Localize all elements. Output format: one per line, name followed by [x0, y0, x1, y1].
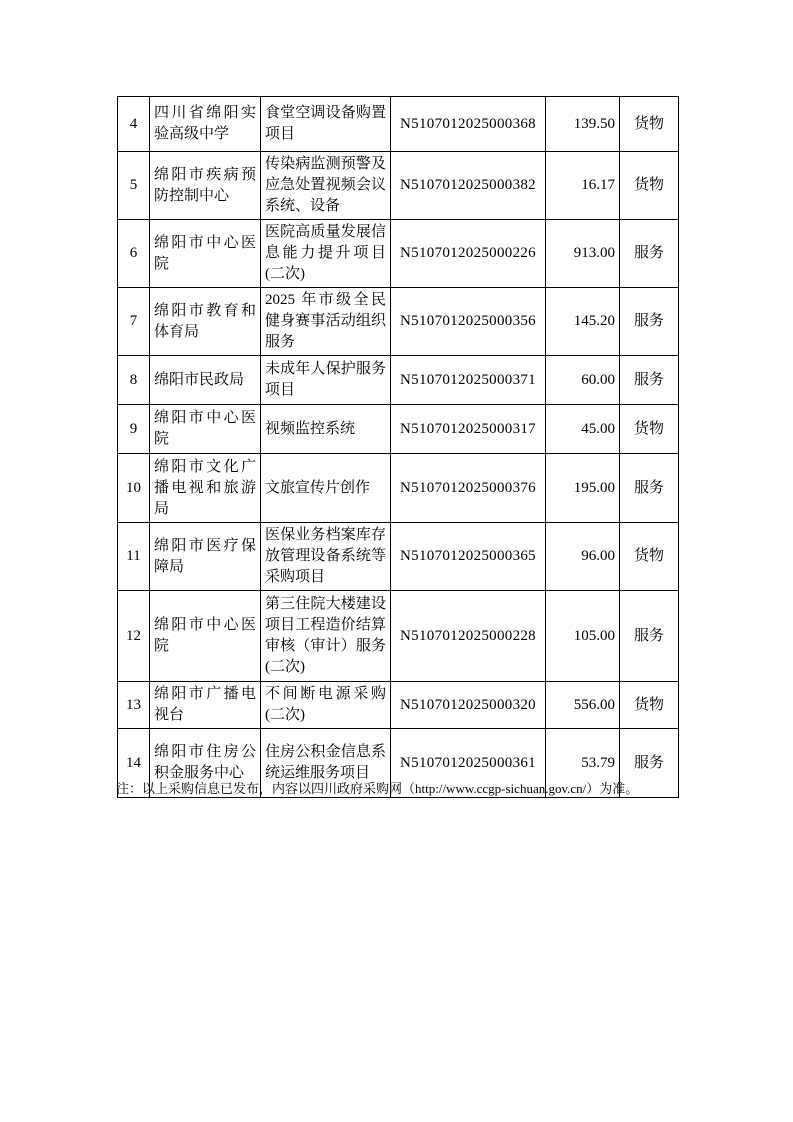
project-code-cell: N5107012025000368 — [391, 97, 546, 152]
project-cell: 第三住院大楼建设项目工程造价结算审核（审计）服务(二次) — [261, 591, 391, 682]
purchaser-cell: 绵阳市疾病预防控制中心 — [150, 152, 261, 220]
project-code-cell: N5107012025000361 — [391, 729, 546, 798]
seq-cell: 12 — [118, 591, 150, 682]
project-code-cell: N5107012025000382 — [391, 152, 546, 220]
table-row — [118, 97, 679, 152]
table-row — [118, 356, 679, 405]
seq-cell: 7 — [118, 288, 150, 356]
project-cell: 食堂空调设备购置项目 — [261, 97, 391, 152]
table-row — [118, 523, 679, 591]
project-cell: 医院高质量发展信息能力提升项目(二次) — [261, 220, 391, 288]
purchaser-cell: 绵阳市中心医院 — [150, 220, 261, 288]
project-cell: 2025 年市级全民健身赛事活动组织服务 — [261, 288, 391, 356]
project-code-cell: N5107012025000376 — [391, 454, 546, 523]
seq-cell: 10 — [118, 454, 150, 523]
table-row — [118, 682, 679, 729]
amount-cell: 16.17 — [546, 152, 620, 220]
seq-cell: 13 — [118, 682, 150, 729]
category-cell: 服务 — [620, 591, 679, 682]
seq-cell: 11 — [118, 523, 150, 591]
amount-cell: 195.00 — [546, 454, 620, 523]
amount-cell: 45.00 — [546, 405, 620, 454]
purchaser-cell: 绵阳市中心医院 — [150, 591, 261, 682]
project-cell: 视频监控系统 — [261, 405, 391, 454]
project-code-cell: N5107012025000371 — [391, 356, 546, 405]
category-cell: 货物 — [620, 405, 679, 454]
project-code-cell: N5107012025000356 — [391, 288, 546, 356]
project-cell: 不间断电源采购(二次) — [261, 682, 391, 729]
table-row — [118, 454, 679, 523]
amount-cell: 53.79 — [546, 729, 620, 798]
category-cell: 货物 — [620, 152, 679, 220]
table-row — [118, 152, 679, 220]
category-cell: 服务 — [620, 356, 679, 405]
seq-cell: 5 — [118, 152, 150, 220]
purchaser-cell: 绵阳市医疗保障局 — [150, 523, 261, 591]
category-cell: 货物 — [620, 523, 679, 591]
category-cell: 服务 — [620, 288, 679, 356]
project-code-cell: N5107012025000320 — [391, 682, 546, 729]
category-cell: 服务 — [620, 220, 679, 288]
amount-cell: 60.00 — [546, 356, 620, 405]
seq-cell: 4 — [118, 97, 150, 152]
project-cell: 住房公积金信息系统运维服务项目 — [261, 729, 391, 798]
category-cell: 服务 — [620, 729, 679, 798]
table-row — [118, 288, 679, 356]
project-cell: 传染病监测预警及应急处置视频会议系统、设备 — [261, 152, 391, 220]
purchaser-cell: 绵阳市教育和体育局 — [150, 288, 261, 356]
category-cell: 货物 — [620, 97, 679, 152]
footnote: 注：以上采购信息已发布，内容以四川政府采购网（http://www.ccgp-sichuan.gov.cn/）为准。 — [116, 781, 639, 796]
project-code-cell: N5107012025000226 — [391, 220, 546, 288]
procurement-table — [117, 96, 679, 798]
project-code-cell: N5107012025000365 — [391, 523, 546, 591]
amount-cell: 139.50 — [546, 97, 620, 152]
seq-cell: 8 — [118, 356, 150, 405]
amount-cell: 105.00 — [546, 591, 620, 682]
table-row — [118, 220, 679, 288]
amount-cell: 913.00 — [546, 220, 620, 288]
purchaser-cell: 绵阳市广播电视台 — [150, 682, 261, 729]
project-code-cell: N5107012025000228 — [391, 591, 546, 682]
purchaser-cell: 绵阳市中心医院 — [150, 405, 261, 454]
seq-cell: 6 — [118, 220, 150, 288]
category-cell: 服务 — [620, 454, 679, 523]
seq-cell: 9 — [118, 405, 150, 454]
table-row — [118, 591, 679, 682]
amount-cell: 145.20 — [546, 288, 620, 356]
purchaser-cell: 绵阳市文化广播电视和旅游局 — [150, 454, 261, 523]
purchaser-cell: 四川省绵阳实验高级中学 — [150, 97, 261, 152]
project-cell: 未成年人保护服务项目 — [261, 356, 391, 405]
amount-cell: 556.00 — [546, 682, 620, 729]
project-cell: 医保业务档案库存放管理设备系统等采购项目 — [261, 523, 391, 591]
project-code-cell: N5107012025000317 — [391, 405, 546, 454]
table-row — [118, 405, 679, 454]
category-cell: 货物 — [620, 682, 679, 729]
amount-cell: 96.00 — [546, 523, 620, 591]
purchaser-cell: 绵阳市民政局 — [150, 356, 261, 405]
seq-cell: 14 — [118, 729, 150, 798]
purchaser-cell: 绵阳市住房公积金服务中心 — [150, 729, 261, 798]
project-cell: 文旅宣传片创作 — [261, 454, 391, 523]
